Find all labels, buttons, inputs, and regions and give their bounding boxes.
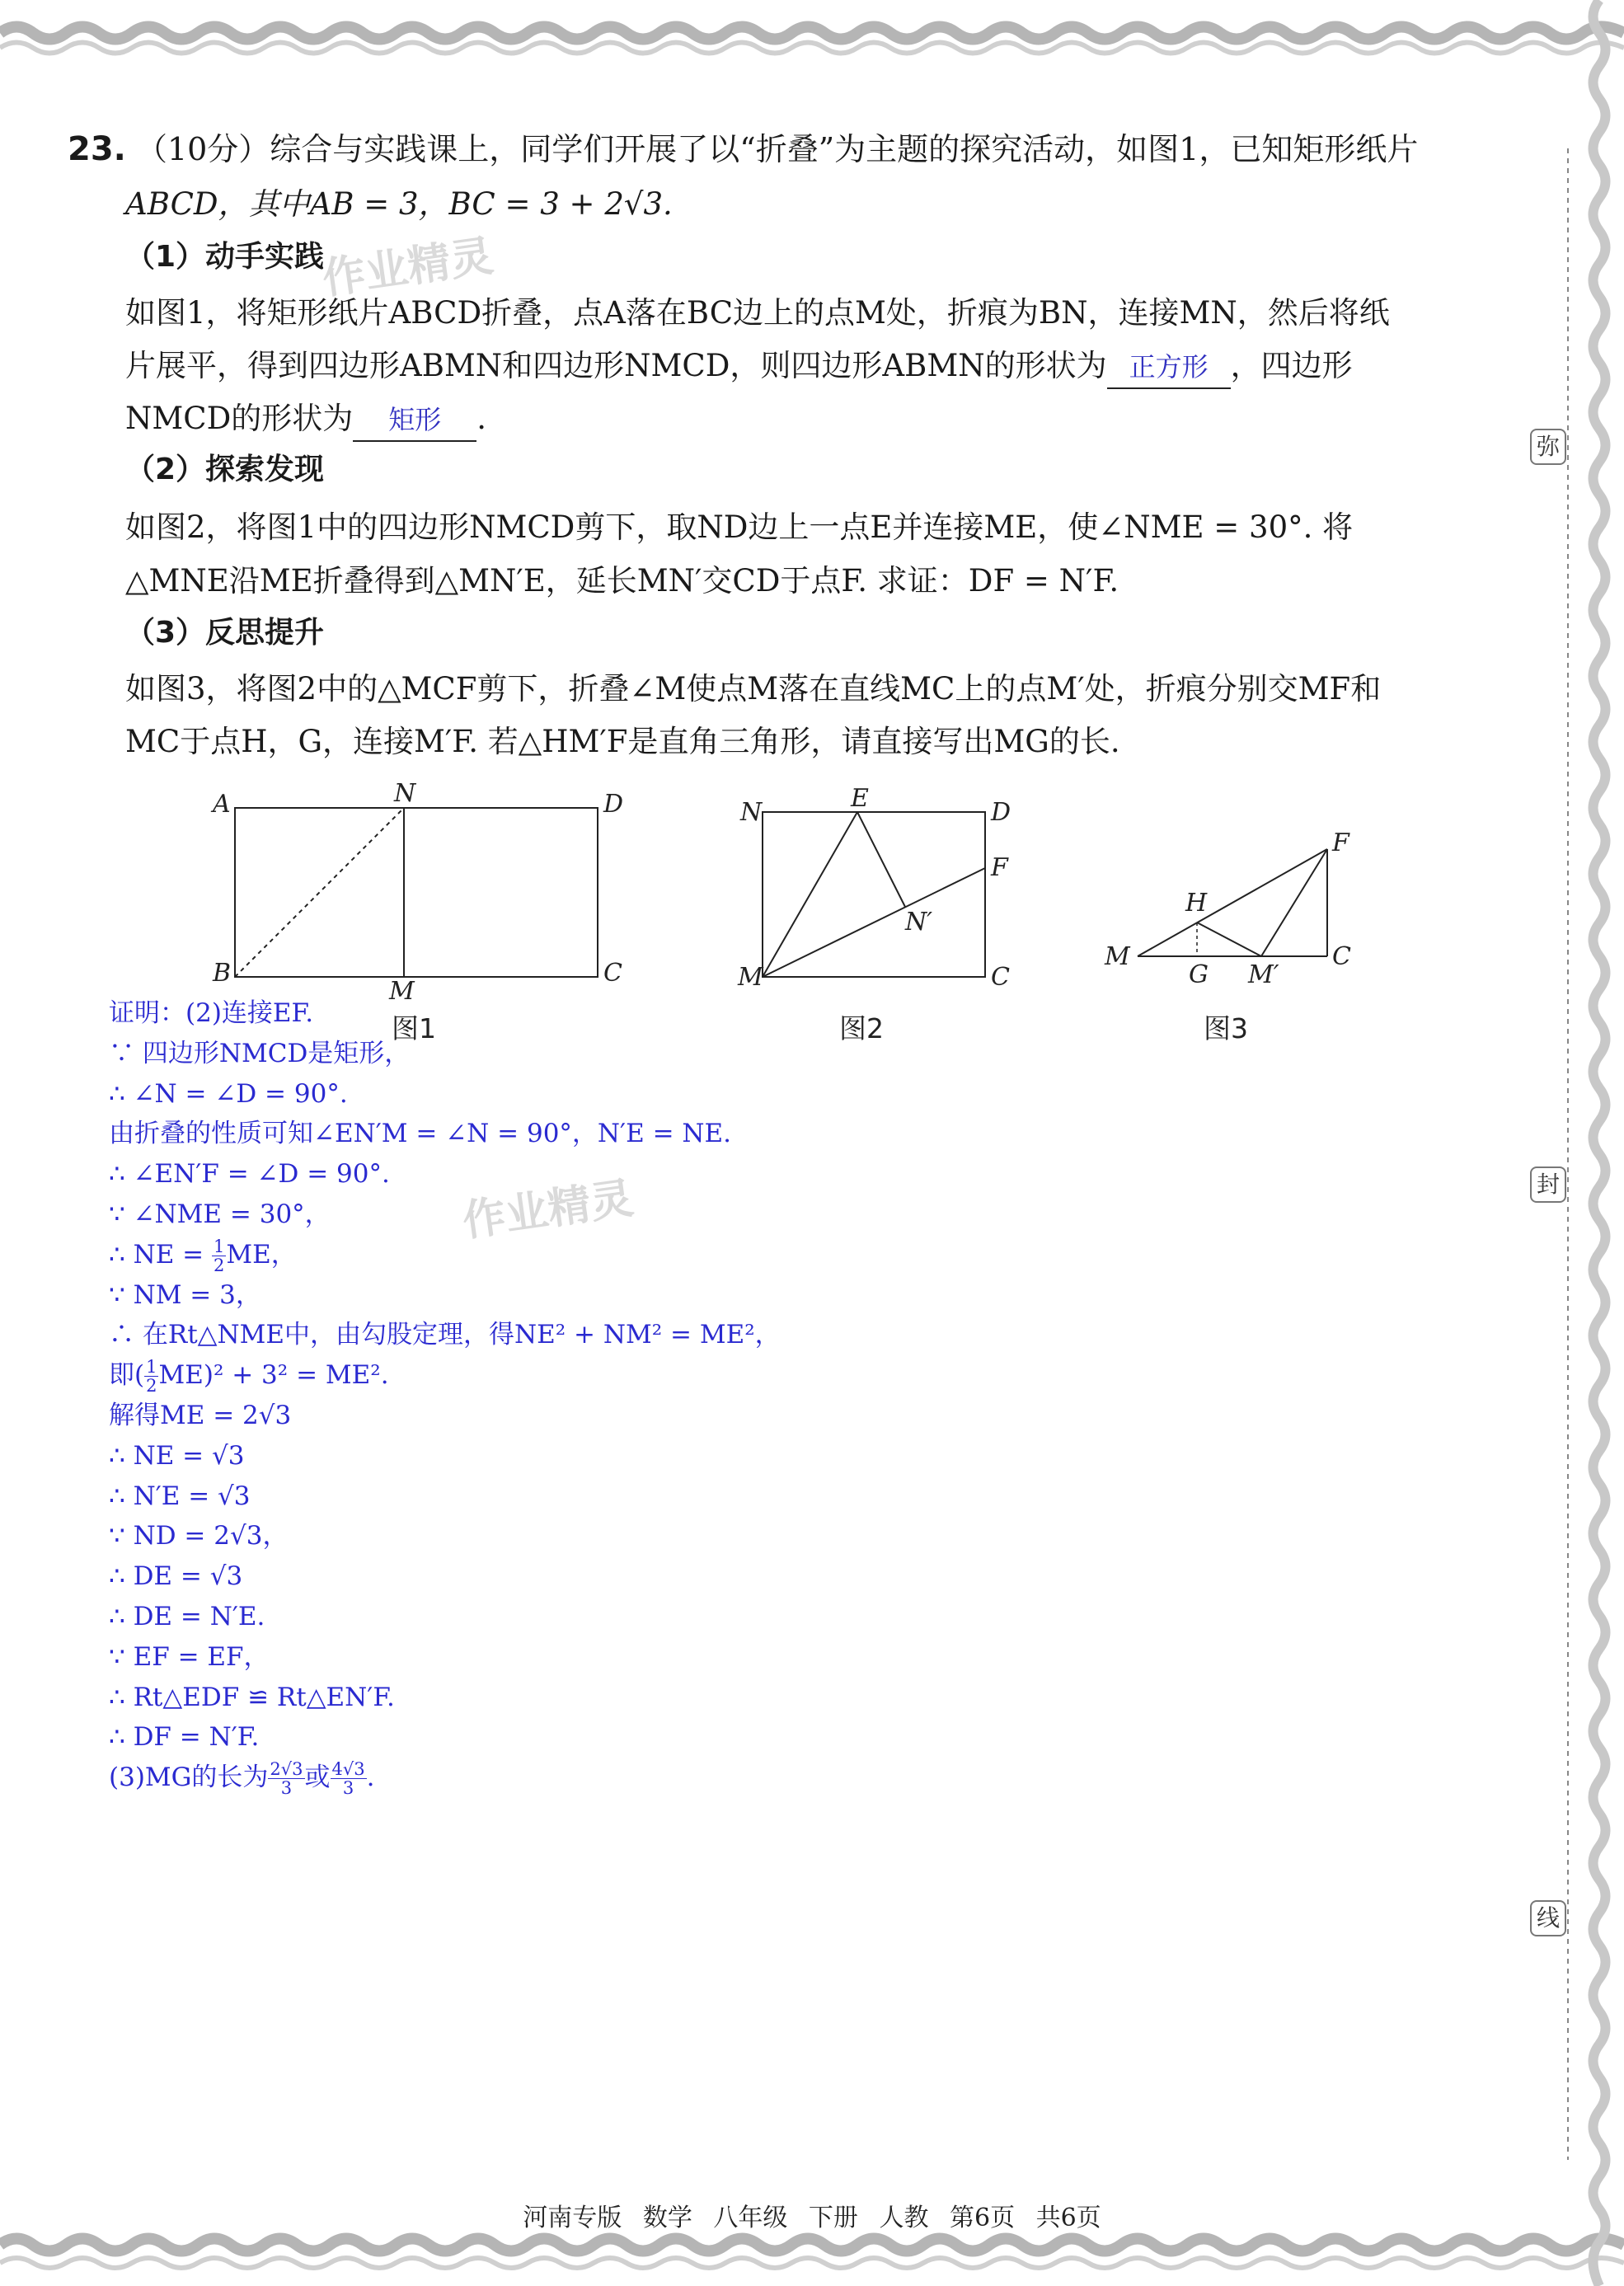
fig3-label-F: F (1332, 828, 1349, 857)
fig3-label-H: H (1185, 889, 1208, 918)
part1-line2 (125, 341, 1444, 391)
question-number: 23. (68, 130, 126, 168)
frac-numerator: 4√3 (331, 1759, 365, 1780)
part1-line3a: NMCD的形状为 (125, 401, 354, 436)
fig2-caption: 图2 (839, 1012, 884, 1044)
part3-title: （3）反思提升 (125, 616, 325, 650)
fig1-label-N: N (394, 779, 416, 808)
proof-line: ∵ EF = EF， (109, 1641, 270, 1672)
part1-line2a: 片展平，得到四边形ABMN和四边形NMCD，则四边形ABMN的形状为 (125, 348, 1107, 383)
watermark: 作业精灵 (319, 231, 496, 305)
proof-line: ∴ 在Rt△NME中，由勾股定理，得NE² + NM² = ME²， (109, 1320, 781, 1350)
fig1-label-A: A (213, 790, 231, 819)
proof-line: ∵ 四边形NMCD是矩形， (109, 1038, 411, 1068)
fig1-label-D: D (603, 790, 624, 819)
fig3-label-C: C (1332, 942, 1351, 971)
figure-1 (206, 779, 635, 1006)
fig3-caption: 图3 (1204, 1012, 1248, 1044)
proof-line: ∴ DE = √3 (109, 1561, 243, 1592)
answer-blank-2: 矩形 (353, 399, 476, 442)
proof-line: ∴ ∠EN′F = ∠D = 90°. (109, 1159, 390, 1190)
side-mark-mi: 弥 (1530, 429, 1566, 465)
fig1-label-C: C (603, 959, 622, 988)
frac-numerator: 1 (146, 1357, 157, 1378)
fig3-label-G: G (1189, 960, 1209, 989)
fig1-label-B: B (213, 959, 232, 988)
fraction-half (212, 1237, 226, 1274)
fraction-answer-1 (268, 1760, 304, 1797)
question-header (68, 122, 1461, 176)
part1-line2b: ，四边形 (1230, 348, 1353, 383)
fig2-label-F: F (991, 853, 1008, 882)
proof-line: ∴ Rt△EDF ≌ Rt△EN′F. (109, 1682, 395, 1712)
proof-text: ME)² + 3² = ME². (158, 1360, 389, 1391)
proof-block (109, 993, 933, 1798)
answer-blank-1: 正方形 (1107, 346, 1231, 389)
proof-line: 由折叠的性质可知∠EN′M = ∠N = 90°，N′E = NE. (109, 1119, 732, 1149)
figure-2 (734, 783, 1014, 992)
fig2-label-N-prime: N′ (905, 908, 933, 936)
frac-denominator: 3 (342, 1778, 354, 1799)
fig2-label-E: E (851, 784, 869, 813)
fraction-half (144, 1358, 158, 1395)
proof-text: ME， (226, 1239, 297, 1270)
proof-line: ∵ ND = 2√3， (109, 1521, 289, 1551)
frac-denominator: 2 (214, 1255, 225, 1275)
side-mark-feng: 封 (1530, 1166, 1566, 1203)
fig3-label-M-prime: M′ (1248, 960, 1279, 989)
frac-denominator: 2 (146, 1376, 157, 1396)
fig1-caption: 图1 (392, 1012, 436, 1044)
part1-line1: 如图1，将矩形纸片ABCD折叠，点A落在BC边上的点M处，折痕为BN，连接MN，然后将纸 (125, 295, 1390, 331)
side-mark-xian: 线 (1530, 1900, 1566, 1936)
proof-line: 解得ME = 2√3 (109, 1400, 292, 1430)
part3-line2: MC于点H，G，连接M′F. 若△HM′F是直角三角形，请直接写出MG的长. (125, 724, 1120, 759)
right-wavy-border (1550, 0, 1624, 2286)
fig1-label-M: M (389, 977, 415, 1006)
fig3-label-M: M (1105, 942, 1130, 971)
proof-line: ∴ ∠N = ∠D = 90°. (109, 1078, 348, 1109)
proof-line: 证明：(2)连接EF. (109, 998, 314, 1028)
page-footer: 河南专版 数学 八年级 下册 人教 第6页 共6页 (523, 2204, 1101, 2232)
proof-text: 或 (304, 1763, 331, 1793)
part2-title: （2）探索发现 (125, 453, 325, 486)
proof-line: ∵ NM = 3， (109, 1279, 261, 1310)
fig2-label-N: N (740, 798, 763, 827)
part2-line1: 如图2，将图1中的四边形NMCD剪下，取ND边上一点E并连接ME，使∠NME = 30°. 将 (125, 509, 1354, 545)
fig2-label-C: C (991, 963, 1010, 992)
question-header-line2: ABCD，其中AB = 3，BC = 3 + 2√3. (125, 186, 673, 222)
fig2-label-M: M (738, 963, 763, 992)
frac-numerator: 2√3 (270, 1759, 303, 1780)
proof-line: ∴ N′E = √3 (109, 1481, 251, 1511)
proof-line: ∴ DF = N′F. (109, 1722, 260, 1753)
question-header-line1: （10分）综合与实践课上，同学们开展了以“折叠”为主题的探究活动，如图1，已知矩形纸片 (135, 131, 1419, 167)
part2-line2: △MNE沿ME折叠得到△MN′E，延长MN′交CD于点F. 求证：DF = N′F. (125, 563, 1119, 598)
proof-text: . (366, 1763, 375, 1793)
proof-line-ne-half (109, 1235, 933, 1275)
proof-line: ∵ ∠NME = 30°， (109, 1199, 331, 1229)
proof-text: (3)MG的长为 (109, 1763, 269, 1793)
proof-line-equation (109, 1355, 933, 1396)
frac-denominator: 3 (280, 1778, 293, 1799)
proof-text: 即( (109, 1360, 145, 1391)
figure-3 (1096, 824, 1368, 989)
fig2-label-D: D (991, 798, 1011, 827)
part1-line3b: . (476, 401, 487, 436)
fraction-answer-2 (331, 1760, 367, 1797)
watermark: 作业精灵 (459, 1173, 636, 1247)
proof-text: ∴ NE = (109, 1239, 213, 1270)
frac-numerator: 1 (214, 1236, 225, 1256)
part1-line3 (125, 394, 1444, 444)
proof-line: ∴ NE = √3 (109, 1440, 245, 1471)
part1-title: （1）动手实践 (125, 240, 325, 274)
proof-line: ∴ DE = N′E. (109, 1601, 265, 1631)
proof-answer-line (109, 1758, 933, 1798)
top-wavy-border (0, 0, 1624, 66)
part3-line1: 如图3，将图2中的△MCF剪下，折叠∠M使点M落在直线MC上的点M′处，折痕分别交MF和 (125, 671, 1382, 706)
